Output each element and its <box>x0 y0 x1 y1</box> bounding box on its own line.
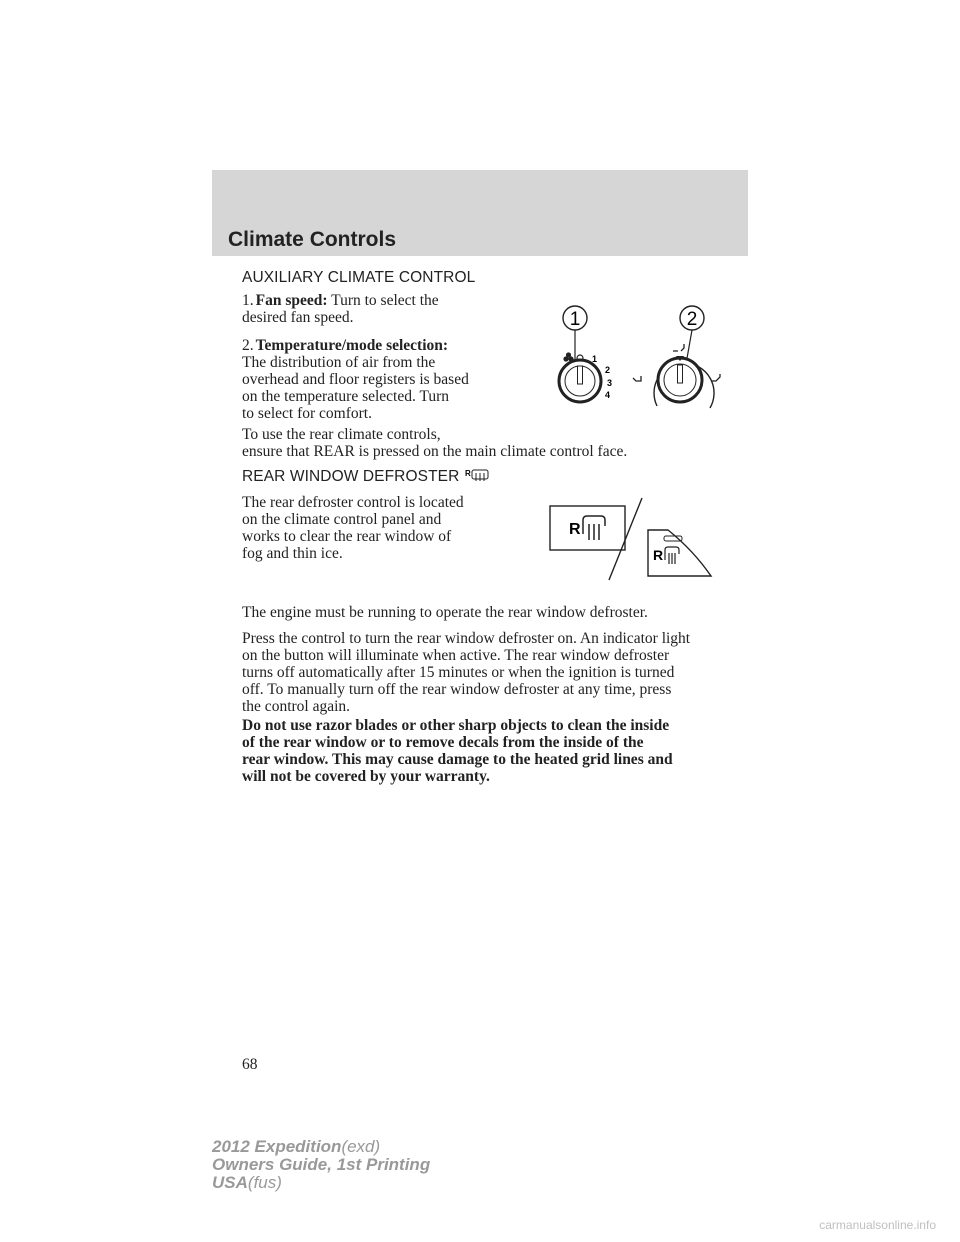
rear-defroster-figure <box>548 494 718 586</box>
aux-climate-figure <box>540 296 750 418</box>
fan-level-3: 3 <box>607 378 613 388</box>
defrost-intro-line: works to clear the rear window of <box>242 528 452 545</box>
fan-level-2: 2 <box>605 365 611 375</box>
warning-line: will not be covered by your warranty. <box>242 768 490 785</box>
callout-1: 1 <box>569 309 581 330</box>
rear-defrost-button-alt[interactable] <box>648 530 711 576</box>
item-label: Temperature/mode selection: <box>255 337 449 354</box>
footer-model: 2012 Expedition <box>212 1137 342 1156</box>
defrost-intro-line: fog and thin ice. <box>242 545 343 562</box>
defrost-heading <box>242 468 491 486</box>
note-text: ensure that REAR is pressed on the main climate control face. <box>242 443 628 460</box>
floor-vent-left-icon <box>633 376 641 381</box>
defrost-p2-line: off. To manually turn off the rear window defroster at any time, press <box>242 681 672 698</box>
item-text: The distribution of air from the <box>242 354 436 371</box>
defrost-p2 <box>242 630 690 715</box>
fan-level-1: 1 <box>592 354 598 364</box>
floor-vent-right-icon <box>711 374 720 381</box>
defrost-intro-line: on the climate control panel and <box>242 511 442 528</box>
rear-defrost-button[interactable] <box>550 506 625 550</box>
defrost-intro <box>242 494 464 562</box>
item-fan-speed <box>242 292 439 326</box>
defrost-warning <box>242 717 673 785</box>
defrost-heading-text: REAR WINDOW DEFROSTER <box>242 468 460 485</box>
defrost-p1-line: The engine must be running to operate the rear window defroster. <box>242 604 648 621</box>
overhead-vent-icon <box>673 344 684 351</box>
warning-line: of the rear window or to remove decals from the inside of the <box>242 734 644 751</box>
item-text: Turn to select the <box>331 292 439 309</box>
defrost-p1 <box>242 604 648 621</box>
defrost-intro-line: The rear defroster control is located <box>242 494 464 511</box>
fan-icon <box>563 352 573 361</box>
item-text: to select for comfort. <box>242 405 372 422</box>
rear-defrost-icon <box>465 468 491 484</box>
item-number: 1. <box>242 292 254 309</box>
page-title: Climate Controls <box>228 228 397 251</box>
defrost-p2-line: turns off automatically after 15 minutes or when the ignition is turned <box>242 664 675 681</box>
item-text: desired fan speed. <box>242 309 354 326</box>
item-label: Fan speed: <box>255 292 328 309</box>
note-text: To use the rear climate controls, <box>242 426 441 443</box>
watermark: carmanualsonline.info <box>819 1218 936 1232</box>
warning-line: Do not use razor blades or other sharp objects to clean the inside <box>242 717 670 734</box>
rear-defrost-button-letter: R <box>569 521 581 538</box>
footer-edition: Owners Guide, 1st Printing <box>212 1155 431 1174</box>
item-temperature-mode <box>242 337 469 422</box>
callout-2: 2 <box>686 309 698 330</box>
item-text: overhead and floor registers is based <box>242 371 469 388</box>
warning-line: rear window. This may cause damage to the heated grid lines and <box>242 751 673 768</box>
fan-level-4: 4 <box>605 390 611 400</box>
defrost-p2-line: Press the control to turn the rear window defroster on. An indicator light <box>242 630 691 647</box>
item-text: on the temperature selected. Turn <box>242 388 450 405</box>
svg-text:R: R <box>464 469 471 478</box>
rear-controls-note <box>242 426 627 460</box>
footer-market-code: (fus) <box>247 1173 282 1192</box>
page-number: 68 <box>242 1056 258 1073</box>
item-number: 2. <box>242 337 254 354</box>
temperature-mode-knob[interactable] <box>654 356 714 408</box>
footer-info <box>212 1138 430 1192</box>
footer-market: USA <box>212 1173 248 1192</box>
aux-heading: AUXILIARY CLIMATE CONTROL <box>242 269 476 286</box>
defrost-p2-line: on the button will illuminate when active. The rear window defroster <box>242 647 670 664</box>
rear-defrost-button-alt-letter: R <box>653 547 664 563</box>
defrost-p2-line: the control again. <box>242 698 351 715</box>
footer-model-code: (exd) <box>341 1137 381 1156</box>
